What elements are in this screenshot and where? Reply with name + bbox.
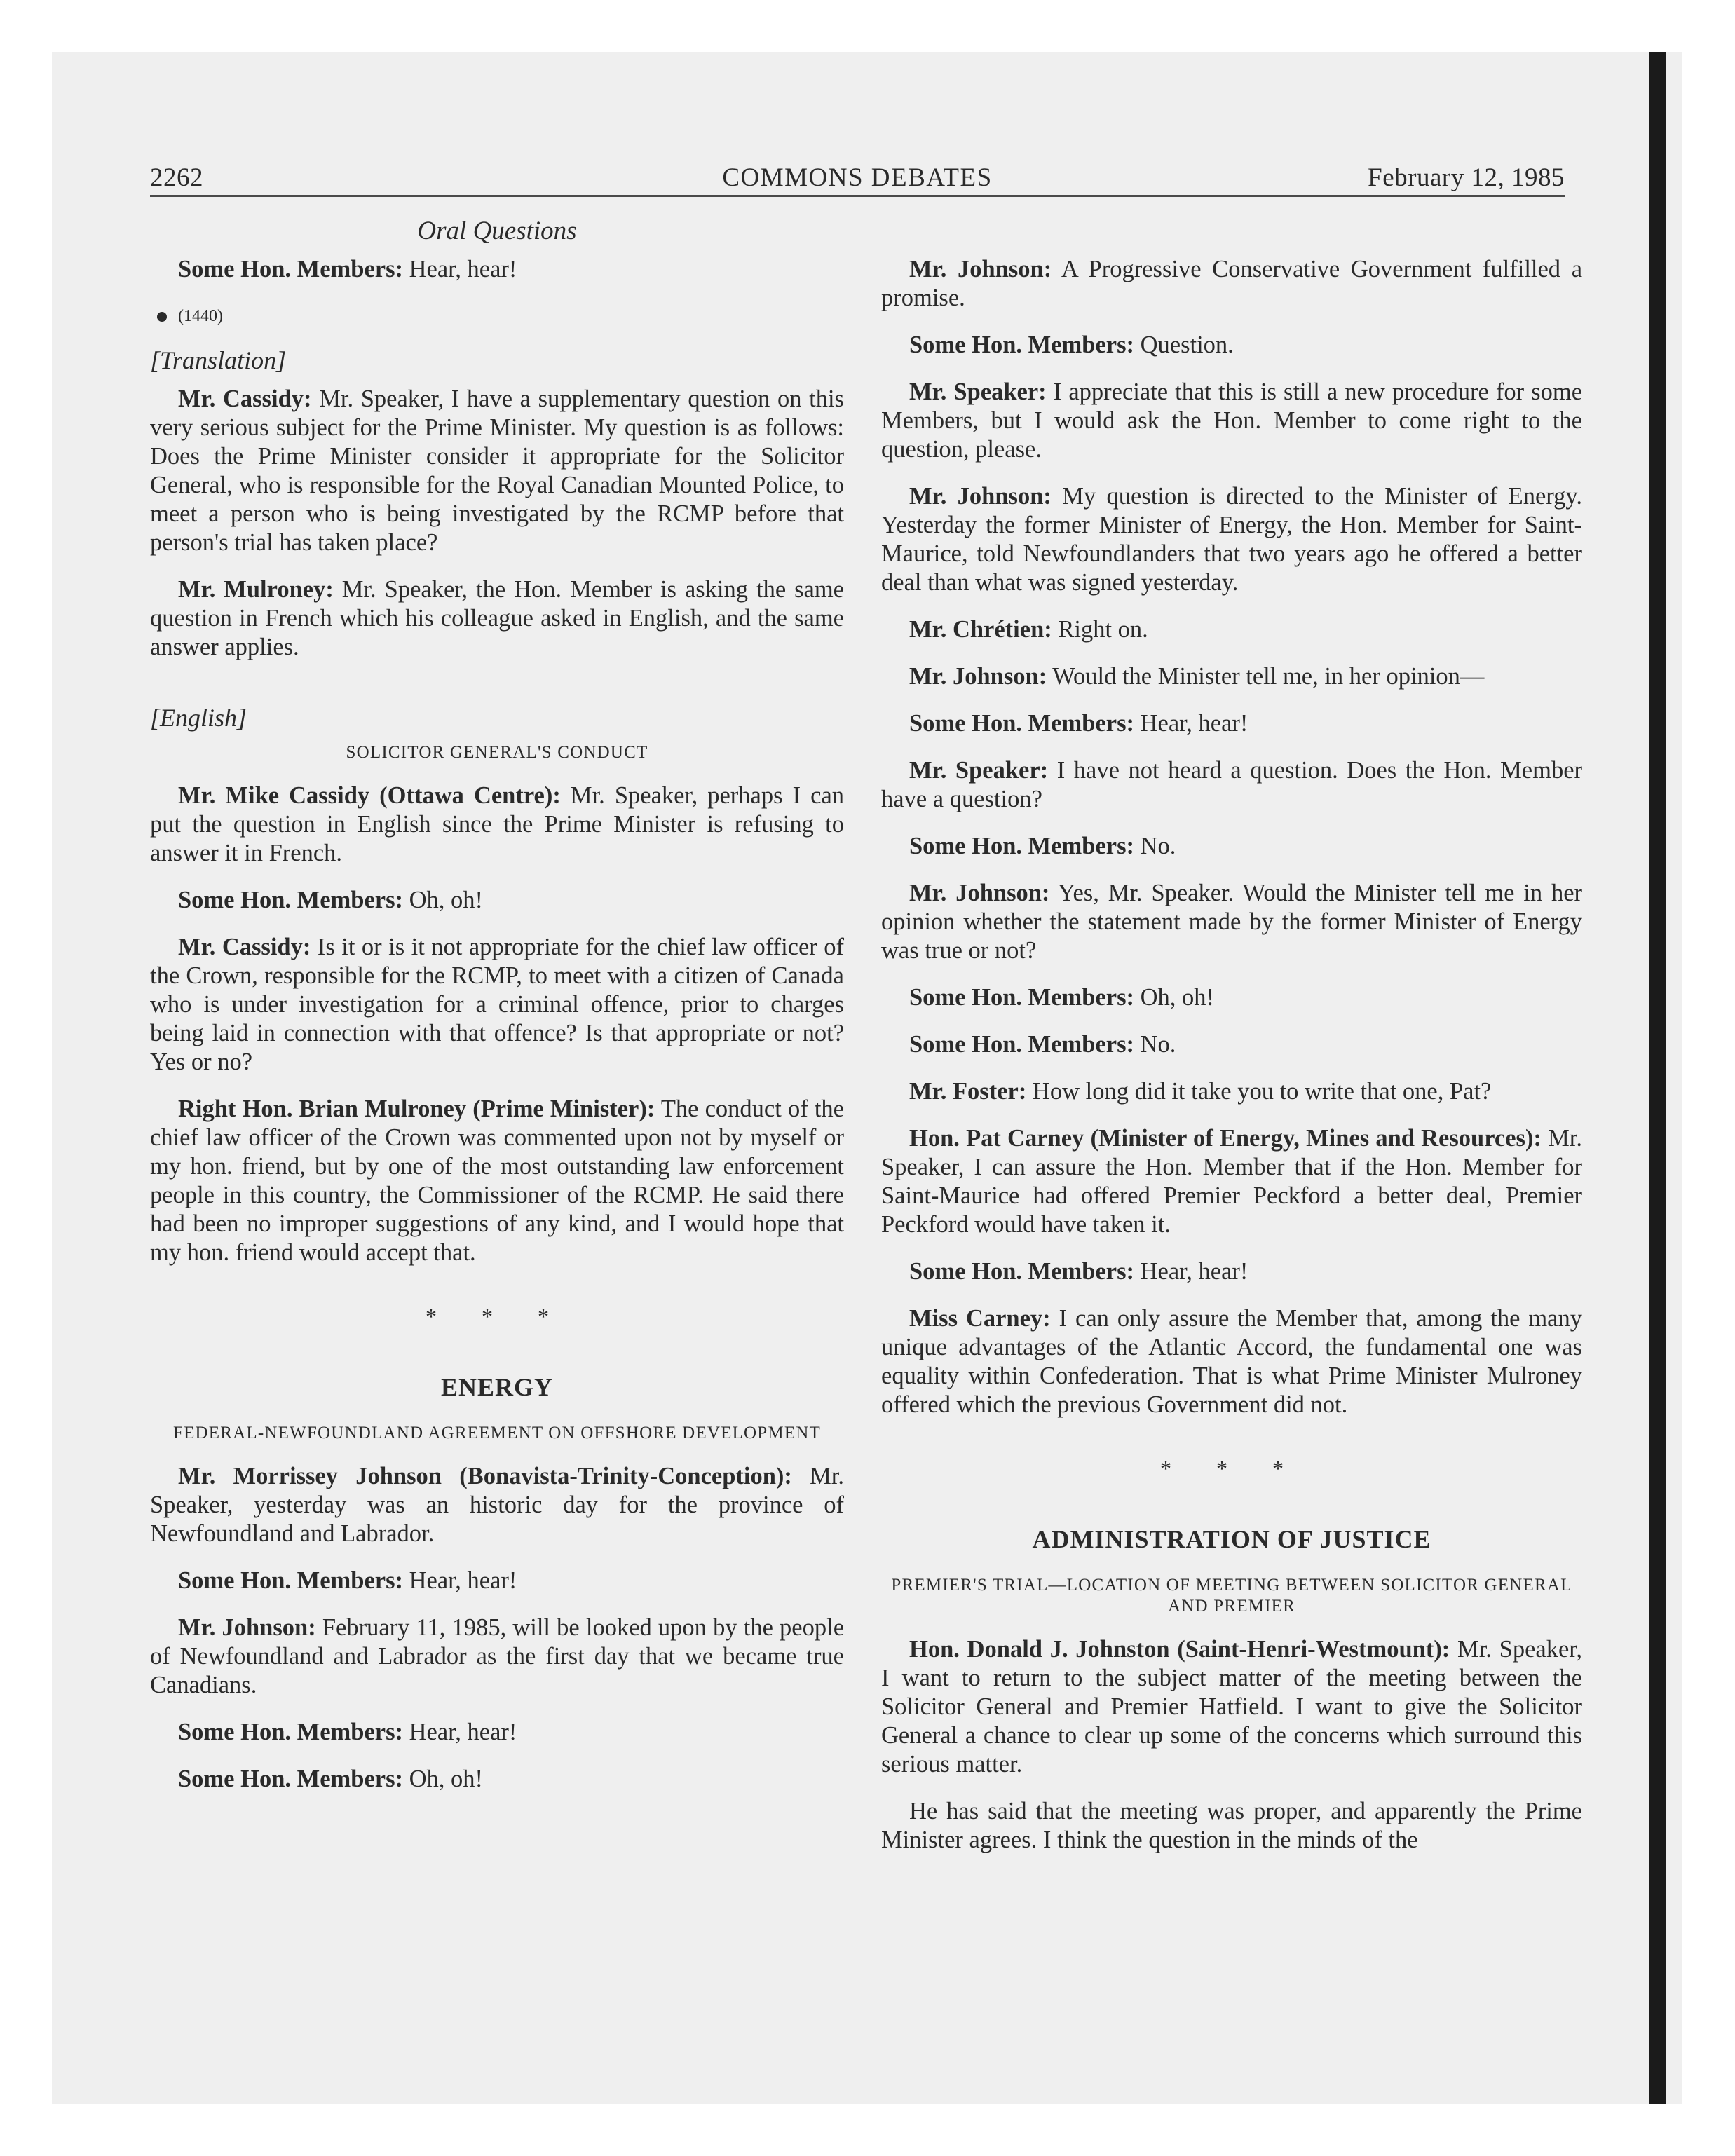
speech-text: Yes, Mr. Speaker. Would the Minister tell me in her opinion whether the statement made by the former Minister of Energy was true or not? <box>881 880 1582 964</box>
speech-paragraph <box>881 255 1582 313</box>
language-marker: [English] <box>150 704 247 732</box>
speaker-name: Mr. Speaker: <box>909 757 1049 784</box>
speech-paragraph <box>881 331 1582 360</box>
speaker-name: Some Hon. Members: <box>178 256 403 282</box>
speech-paragraph <box>150 385 844 557</box>
speech-paragraph <box>150 933 844 1077</box>
speech-text: Oh, oh! <box>1134 984 1215 1011</box>
speech-text: The conduct of the chief law officer of the Crown was commented upon not by myself or my hon. friend, but by one of the most outstanding law enforcement people in this country, the Commissioner of the RCMP. He said there had been no improper suggestions of any kind, and I would hope that my hon. friend would accept that. <box>150 1096 844 1266</box>
speech-paragraph <box>150 1765 844 1794</box>
speech-paragraph <box>881 615 1582 644</box>
speaker-name: Right Hon. Brian Mulroney (Prime Minister): <box>178 1096 655 1122</box>
subtopic-heading: PREMIER'S TRIAL—LOCATION OF MEETING BETWEEN SOLICITOR GENERAL AND PREMIER <box>891 1576 1572 1616</box>
right-column <box>881 255 1582 1873</box>
speech-text: Right on. <box>1052 616 1148 643</box>
speech-text: Is it or is it not appropriate for the chief law officer of the Crown, responsible for the RCMP, to meet with a citizen of Canada who is under investigation for a criminal offence, prior to charges being laid in connection with that offence? Is that appropriate or not? Yes or no? <box>150 934 844 1075</box>
speaker-name: Hon. Donald J. Johnston (Saint-Henri-Westmount): <box>909 1636 1450 1663</box>
speech-paragraph <box>881 1257 1582 1286</box>
page-date: February 12, 1985 <box>1368 163 1565 192</box>
publication-title: COMMONS DEBATES <box>722 163 993 192</box>
speaker-name: Mr. Foster: <box>909 1078 1027 1105</box>
section-heading: ADMINISTRATION OF JUSTICE <box>1032 1525 1431 1553</box>
speaker-name: Mr. Johnson: <box>178 1614 316 1641</box>
speech-text: My question is directed to the Minister of Energy. Yesterday the former Minister of Energy, the Hon. Member for Saint-Maurice, told Newfoundlanders that two years ago he offered a better deal than what was signed yesterday. <box>881 483 1583 596</box>
speaker-name: Some Hon. Members: <box>178 1766 403 1792</box>
time-stamp: (1440) <box>178 307 223 325</box>
page-number: 2262 <box>150 163 203 192</box>
speaker-name: Some Hon. Members: <box>909 833 1134 859</box>
speech-paragraph <box>150 1718 844 1747</box>
speech-text: February 11, 1985, will be looked upon by the people of Newfoundland and Labrador as the first day that we became true Canadians. <box>150 1614 845 1698</box>
speaker-name: Some Hon. Members: <box>909 984 1134 1011</box>
speech-text: How long did it take you to write that one, Pat? <box>1026 1078 1492 1105</box>
speaker-name: Mr. Speaker: <box>909 378 1047 405</box>
speech-text: Mr. Speaker, the Hon. Member is asking the same question in French which his colleague asked in English, and the same answer applies. <box>150 576 844 660</box>
speaker-name: Mr. Mike Cassidy (Ottawa Centre): <box>178 782 561 809</box>
speaker-name: Mr. Johnson: <box>909 256 1052 282</box>
speaker-name: Some Hon. Members: <box>178 1719 403 1745</box>
speaker-name: Some Hon. Members: <box>909 332 1134 358</box>
speech-text: I can only assure the Member that, among the many unique advantages of the Atlantic Accord, the fundamental one was equality within Confederation. That is what Prime Minister Mulroney offered which the previous Government did not. <box>881 1305 1582 1418</box>
speech-text: No. <box>1134 833 1176 859</box>
speech-text: Mr. Speaker, perhaps I can put the question in English since the Prime Minister is refusing to answer it in French. <box>150 782 845 866</box>
subtopic-heading: SOLICITOR GENERAL'S CONDUCT <box>346 743 648 762</box>
speaker-name: Mr. Johnson: <box>909 663 1047 690</box>
speaker-name: Hon. Pat Carney (Minister of Energy, Mines and Resources): <box>909 1125 1542 1152</box>
speech-text: Hear, hear! <box>402 1719 517 1745</box>
speaker-name: Mr. Cassidy: <box>178 934 311 960</box>
speech-text: Oh, oh! <box>402 1766 484 1792</box>
speaker-name: Some Hon. Members: <box>178 1567 403 1594</box>
speech-text: Question. <box>1134 332 1234 358</box>
speech-text: Mr. Speaker, I have a supplementary question on this very serious subject for the Prime Minister. My question is as follows: Does the Prime Minister consider it appropriate for the Solicitor General, who is responsible for the Royal Canadian Mounted Police, to meet a person who is being investigated by the RCMP before that person's trial has taken place? <box>150 386 844 556</box>
speech-paragraph <box>881 662 1582 691</box>
section-heading: ENERGY <box>440 1373 554 1401</box>
speech-text: No. <box>1134 1031 1176 1058</box>
speech-paragraph <box>150 886 844 915</box>
speaker-name: Some Hon. Members: <box>909 1258 1134 1285</box>
speech-paragraph <box>881 378 1582 464</box>
speaker-name: Mr. Morrissey Johnson (Bonavista-Trinity-Conception): <box>178 1463 792 1489</box>
speech-text: Hear, hear! <box>402 256 517 282</box>
bullet-icon <box>157 312 167 322</box>
left-column <box>150 255 844 1812</box>
running-subheading: Oral Questions <box>417 217 577 245</box>
speech-text: Would the Minister tell me, in her opinion— <box>1047 663 1485 690</box>
speech-paragraph <box>881 1635 1582 1779</box>
page-header <box>150 163 1565 197</box>
speech-text: Oh, oh! <box>402 887 484 913</box>
speech-paragraph <box>881 832 1582 861</box>
speech-paragraph <box>881 879 1582 965</box>
speaker-name: Some Hon. Members: <box>178 887 403 913</box>
speech-paragraph <box>881 756 1582 814</box>
speaker-name: Miss Carney: <box>909 1305 1051 1332</box>
speech-paragraph <box>881 1077 1582 1106</box>
language-marker: [Translation] <box>150 346 287 374</box>
speaker-name: Mr. Johnson: <box>909 880 1050 906</box>
speech-paragraph <box>881 1797 1582 1855</box>
speech-text: Mr. Speaker, I can assure the Hon. Member that if the Hon. Member for Saint-Maurice had offered Premier Peckford a better deal, Premier Peckford would have taken it. <box>881 1125 1582 1238</box>
speech-text: A Progressive Conservative Government fulfilled a promise. <box>881 256 1583 311</box>
speech-paragraph <box>150 575 844 662</box>
speech-text: Hear, hear! <box>1134 710 1248 737</box>
speech-text: Mr. Speaker, I want to return to the subject matter of the meeting between the Solicitor General and Premier Hatfield. I want to give the Solicitor General a chance to clear up some of the concerns which surround this serious matter. <box>881 1636 1582 1778</box>
speech-paragraph <box>150 1462 844 1548</box>
speech-paragraph <box>150 1095 844 1267</box>
binding-edge <box>1649 52 1666 2104</box>
time-marker <box>157 302 844 331</box>
speech-paragraph <box>881 709 1582 738</box>
speech-text: I have not heard a question. Does the Hon. Member have a question? <box>881 757 1582 812</box>
speaker-name: Mr. Mulroney: <box>178 576 334 603</box>
speech-text: Hear, hear! <box>1134 1258 1248 1285</box>
speaker-name: Mr. Chrétien: <box>909 616 1052 643</box>
speaker-name: Some Hon. Members: <box>909 710 1134 737</box>
speech-paragraph <box>150 1613 844 1700</box>
speech-paragraph <box>881 1124 1582 1239</box>
speech-paragraph <box>881 482 1582 597</box>
speech-text: Mr. Speaker, yesterday was an historic day for the province of Newfoundland and Labrador. <box>150 1463 844 1547</box>
section-separator: * * * <box>426 1304 569 1329</box>
speech-paragraph <box>150 782 844 868</box>
speech-paragraph <box>881 983 1582 1012</box>
speech-paragraph <box>881 1304 1582 1419</box>
speech-paragraph <box>150 255 844 284</box>
speaker-name: Mr. Cassidy: <box>178 386 312 412</box>
speaker-name: Mr. Johnson: <box>909 483 1052 510</box>
subtopic-heading: FEDERAL-NEWFOUNDLAND AGREEMENT ON OFFSHORE DEVELOPMENT <box>172 1424 822 1442</box>
speech-text: Hear, hear! <box>402 1567 517 1594</box>
speech-paragraph <box>150 1567 844 1595</box>
section-separator: * * * <box>1160 1456 1303 1481</box>
speech-text: He has said that the meeting was proper, and apparently the Prime Minister agrees. I think the question in the minds of the <box>881 1798 1582 1853</box>
speech-text: I appreciate that this is still a new procedure for some Members, but I would ask the Hon. Member to come right to the question, please. <box>881 378 1583 463</box>
speaker-name: Some Hon. Members: <box>909 1031 1134 1058</box>
speech-paragraph <box>881 1030 1582 1059</box>
